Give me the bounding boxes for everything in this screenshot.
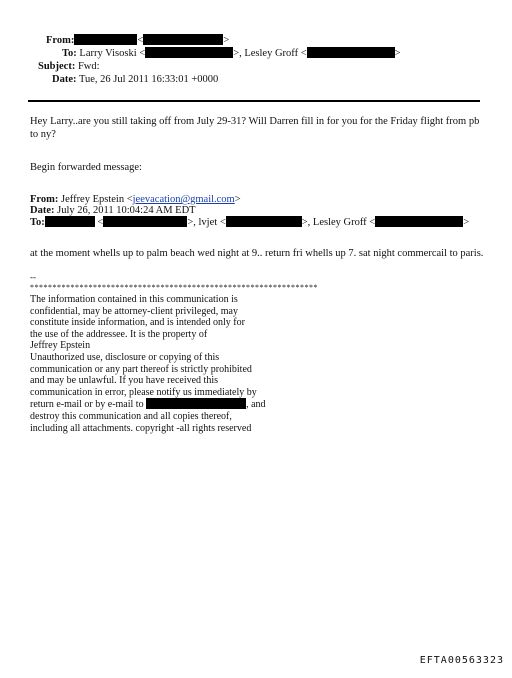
signature-dashes: -- [30,272,36,282]
from-label: From: [46,35,75,46]
document-id-footer: EFTA00563323 [419,655,504,666]
disclaimer-line: confidential, may be attorney-client privileged, may [30,305,238,317]
forwarded-from-row: From: Jeffrey Epstein <jeevacation@gmail.com> [30,194,241,205]
header-to-row: To: Larry Visoski < >, Lesley Groff < > [62,48,401,59]
forwarded-from-name: Jeffrey Epstein [61,194,125,205]
begin-forwarded-label: Begin forwarded message: [30,162,142,173]
date-value: Tue, 26 Jul 2011 16:33:01 +0000 [78,74,219,85]
subject-label: Subject: [38,61,76,72]
redacted-to-email-2 [307,47,395,58]
header-date-row [52,73,218,86]
forwarded-date-value: July 26, 2011 10:04:24 AM EDT [57,205,196,216]
signature-stars-rule: **************************************************************** [30,283,318,292]
disclaimer-line: and may be unlawful. If you have received this [30,375,218,387]
disclaimer-line: constitute inside information, and is intended only for [30,317,245,329]
to-name-2: Lesley Groff [244,48,299,59]
disclaimer-line: destroy this communication and all copies thereof, [30,410,232,422]
disclaimer-line-text: return e-mail or by e-mail to [30,399,144,411]
subject-value: Fwd: [77,61,100,72]
forwarded-to-label: To: [30,217,45,228]
disclaimer-line: communication or any part thereof is strictly prohibited [30,363,252,375]
redacted-forwarded-to-email-3 [375,216,463,227]
forwarded-to-row: To: < >, lvjet < >, Lesley Groff < > [30,217,470,228]
disclaimer-line: The information contained in this communication is [30,294,238,305]
disclaimer-and-text: , and [246,399,266,411]
redacted-from-email [143,34,223,45]
redacted-from-name [74,34,137,45]
message-body: Hey Larry..are you still taking off from July 29-31? Will Darren fill in for you for the Friday flight from pb to ny? [30,116,480,140]
forwarded-body: at the moment whells up to palm beach wed night at 9.. return fri whells up 7. sat night commercail to paris. [30,248,484,259]
to-label: To: [62,48,77,59]
forwarded-from-label: From: [30,194,59,205]
header-subject-row [38,60,100,73]
disclaimer-line: Unauthorized use, disclosure or copying of this [30,351,220,363]
header-from-row: From: < > [46,35,230,46]
forwarded-date-label: Date: [30,205,55,216]
header-divider [28,100,480,102]
redacted-notify-email [146,398,246,409]
confidentiality-disclaimer [30,294,280,434]
redacted-forwarded-to-email-1 [103,216,187,227]
date-label: Date: [52,74,77,85]
disclaimer-line: including all attachments. copyright -all rights reserved [30,422,252,434]
disclaimer-line: the use of the addressee. It is the property of [30,328,208,340]
redacted-to-email-1 [145,47,233,58]
redacted-forwarded-to-email-2 [226,216,302,227]
forwarded-to-name-2: lvjet [198,217,218,228]
disclaimer-line: Jeffrey Epstein [30,340,91,352]
redacted-forwarded-to-name [45,216,95,227]
disclaimer-line: communication in error, please notify us immediately by [30,386,257,398]
to-name-1: Larry Visoski [79,48,137,59]
forwarded-from-email-link[interactable]: jeevacation@gmail.com [132,194,235,205]
disclaimer-line-with-redaction [30,398,280,411]
forwarded-to-name-3: Lesley Groff [312,217,367,228]
